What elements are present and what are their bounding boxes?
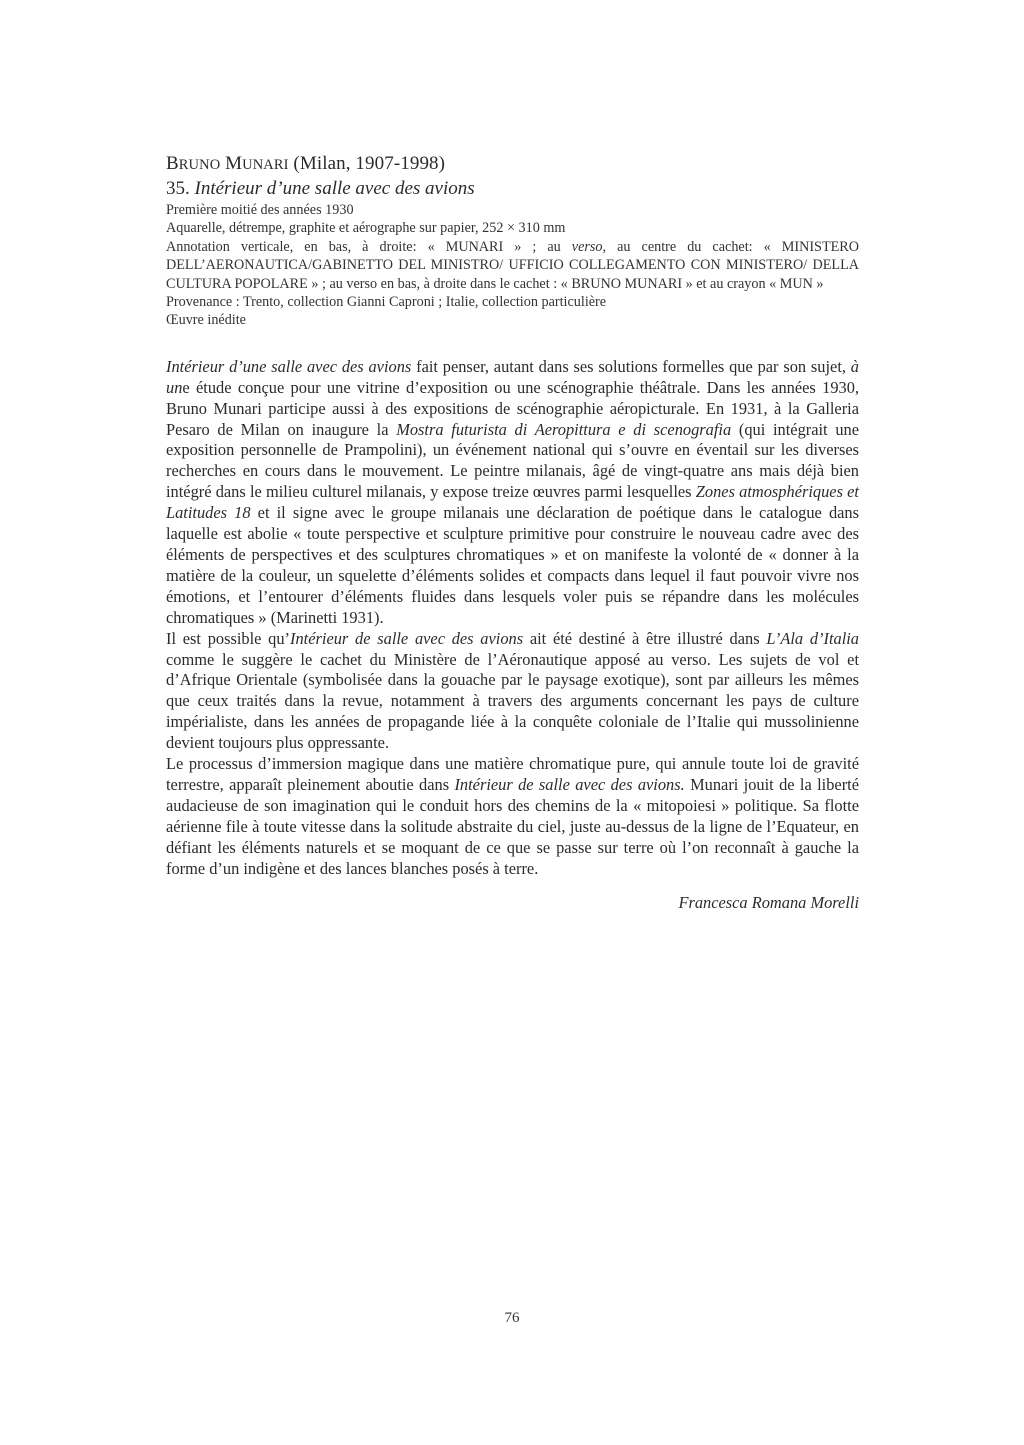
annotation-text-2: , au centre du cachet: « MINISTERO DELL’AERONAUTICA/GABINETTO DEL MINISTRO/ UFFICIO COLLEGAMENTO CON MINISTERO/ DELLA CULTURA POPOLARE » ; au verso en bas, à droite dans le cachet : « BRUNO MUNARI » et au crayon « MUN »: [166, 238, 859, 292]
artist-last-rest: UNARI: [242, 157, 289, 173]
text: ait été destiné à être illustré dans: [523, 628, 767, 648]
text: Il est possible qu’: [166, 628, 291, 648]
italic-title: Intérieur d’une salle avec des avions: [166, 356, 412, 376]
work-title: [166, 177, 859, 201]
artist-first-rest: RUNO: [178, 157, 221, 173]
essay: [166, 357, 859, 880]
text: Le processus d’immersion magique dans une matière chromatique pure, qui annule toute loi de gravité terrestre, apparaît pleinement aboutie dans: [166, 754, 859, 794]
essay-paragraph-3: [166, 754, 859, 879]
italic-title: Intérieur de salle avec des avions.: [454, 774, 685, 794]
catalogue-page: [166, 152, 859, 913]
annotation-verso: verso: [571, 238, 603, 255]
text: fait penser, autant dans ses solutions formelles que par son sujet,: [411, 356, 851, 376]
artist-details: (Milan, 1907-1998): [293, 153, 446, 174]
artist-last-initial: M: [225, 153, 243, 174]
work-status: Œuvre inédite: [166, 312, 246, 329]
italic-work-title: Zones atmosphériques et Latitudes 18: [166, 482, 859, 523]
catalogue-number: 35.: [166, 178, 190, 199]
work-medium: Aquarelle, détrempe, graphite et aérographe sur papier, 252 × 310 mm: [166, 220, 566, 237]
artist-heading: [166, 152, 859, 177]
essay-paragraph-1: [166, 357, 859, 629]
author-signature: Francesca Romana Morelli: [678, 892, 859, 912]
text: comme le suggère le cachet du Ministère de l’Aéronautique apposé au verso. Les sujets de vol et d’Afrique Orientale (symbolisée dans la gouache par le paysage exotique), sont par ailleurs les mêmes que ceux traités dans la revue, notamment à travers des arguments concernant les pays de culture impérialiste, dans les années de propagande liée à la conquête coloniale de l’Italie qui mussolinienne devient toujours plus oppressante.: [166, 649, 859, 753]
page-number: 76: [504, 1310, 520, 1326]
work-title-text: Intérieur d’une salle avec des avions: [194, 178, 475, 199]
text: Munari jouit de la liberté audacieuse de son imagination qui le conduit hors des chemins de la « mitopoiesi » politique. Sa flotte aérienne file à toute vitesse dans la solitude abstraite du ciel, juste au-dessus de la ligne de l’Equateur, en défiant les éléments naturels et se moquant de ce que se passe sur terre où l’on reconnaît à gauche la forme d’un indigène et des lances blanches posés à terre.: [166, 774, 859, 878]
text: e étude conçue pour une vitrine d’exposition ou une scénographie théâtrale. Dans les années 1930, Bruno Munari participe aussi à des expositions de scénographie aéropicturale. En 1931, à la Galleria Pesaro de Milan on inaugure la: [166, 377, 859, 439]
italic-text: à un: [166, 356, 859, 397]
work-provenance: Provenance : Trento, collection Gianni Caproni ; Italie, collection particulière: [166, 294, 607, 311]
annotation-text-1: Annotation verticale, en bas, à droite: « MUNARI » ; au: [166, 238, 572, 255]
italic-exhibition-title: Mostra futurista di Aeropittura e di scenografia: [396, 419, 732, 439]
italic-magazine-title: L’Ala d’Italia: [766, 628, 859, 648]
artist-first-initial: B: [166, 153, 179, 174]
italic-title: Intérieur de salle avec des avions: [290, 628, 524, 648]
work-date: Première moitié des années 1930: [166, 202, 354, 218]
text: (qui intégrait une exposition personnelle de Prampolini), un événement national qui s’ouvre en éventail sur les diverses recherches en cours dans le mouvement. Le peintre milanais, âgé de vingt-quatre ans mais déjà bien intégré dans le milieu culturel milanais, y expose treize œuvres parmi lesquelles: [166, 419, 859, 502]
essay-paragraph-2: [166, 629, 859, 754]
work-annotation: [166, 238, 859, 293]
text: et il signe avec le groupe milanais une déclaration de poétique dans le catalogue dans laquelle est abolie « toute perspective et sculpture primitive pour construire le nouveau cadre avec des éléments de perspectives et des sculptures chromatiques » et on manifeste la volonté de « donner à la matière de la couleur, un squelette d’éléments solides et compacts dans lequel il faut pouvoir vivre nos émotions, et l’entourer d’éléments fluides dans lesquels voler puis se répandre dans les molécules chromatiques » (Marinetti 1931).: [166, 503, 859, 627]
entry-metadata: [166, 201, 859, 330]
